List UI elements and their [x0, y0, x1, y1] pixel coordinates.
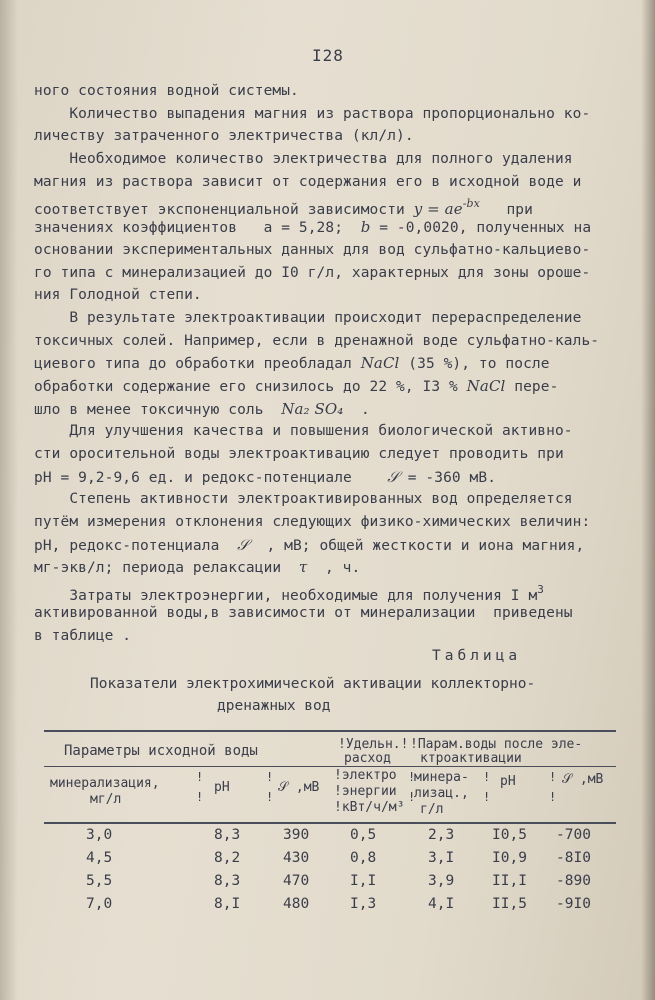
text-fragment: циевого типа до обработки преобладал [34, 356, 361, 373]
table-cell: 8,I [214, 896, 241, 912]
text-fragment: . [343, 401, 370, 418]
text-line: токсичных солей. Например, если в дренажной воде сульфатно-каль- [34, 332, 600, 349]
text-line: в таблице . [34, 627, 132, 644]
table-cell: 470 [283, 873, 310, 889]
chemical-formula: NaCl [360, 354, 400, 373]
table-cell: -9I0 [556, 896, 591, 912]
column-separator: ! [483, 790, 491, 804]
table-rule-header-bottom [44, 822, 616, 824]
table-cell: 3,9 [428, 873, 455, 889]
table-cell: 2,3 [428, 827, 455, 843]
table-cell: II,5 [492, 896, 527, 912]
text-line: Необходимое количество электричества для полного удаления [34, 151, 573, 168]
superscript: 3 [537, 583, 545, 597]
table-cell: 430 [283, 850, 310, 866]
text-fragment: = -0,0020, полученных на [370, 220, 592, 237]
table-label: Таблица [432, 648, 522, 664]
table-rule-top [44, 730, 616, 732]
table-cell: II,I [492, 873, 527, 889]
table-cell: 390 [283, 827, 310, 843]
table-cell: 4,I [428, 896, 455, 912]
text-fragment: значениях коэффициентов a = 5,28; [34, 220, 361, 237]
table-cell: I0,5 [492, 827, 527, 843]
column-separator: ! [408, 790, 416, 804]
column-separator: ! [266, 770, 274, 784]
col-mineralization-unit: мг/л [90, 792, 122, 807]
text-line: основании экспериментальных данных для вод сульфатно-кальциево- [34, 241, 591, 258]
text-fragment: при [479, 202, 533, 219]
text-fragment: обработки содержание его снизилось до 22 %, I3 % [34, 378, 467, 395]
table-cell: -8I0 [556, 850, 591, 866]
header-group-consumption-2: расход [344, 751, 391, 766]
header-group-after-2: ктроактивации [420, 751, 522, 766]
formula-exponent: -bx [462, 197, 480, 211]
text-fragment: (35 %), то после [399, 356, 550, 373]
text-fragment: pH, редокс-потенциала [34, 537, 238, 554]
table-cell: 8,3 [214, 873, 241, 889]
table-caption: Показатели электрохимической активации коллекторно- [90, 676, 536, 692]
table-cell: I0,9 [492, 850, 527, 866]
column-separator: ! [266, 790, 274, 804]
table-cell: 3,0 [86, 827, 113, 843]
chemical-formula: NaCl [466, 376, 506, 395]
col-ph-after: pH [500, 774, 516, 789]
text-fragment: , мВ; общей жесткости и иона магния, [248, 537, 585, 554]
text-line: магния из раствора зависит от содержания его в исходной воде и [34, 173, 582, 190]
coefficient-b: b [360, 218, 371, 237]
column-separator: ! [196, 770, 204, 784]
text-fragment: , ч. [307, 560, 361, 577]
col-energy: !электро [334, 768, 397, 783]
formula-base: y = ae [413, 200, 463, 219]
text-line: ния Голодной степи. [34, 287, 202, 304]
text-line: Для улучшения качества и повышения биологической активно- [34, 423, 573, 440]
text-line: личеству затраченного электричества (кл/л). [34, 128, 414, 145]
tau-symbol: τ [298, 558, 308, 577]
text-fragment: мг-экв/л; периода релаксации [34, 560, 299, 577]
col-ph: pH [214, 780, 230, 795]
table-caption: дренажных вод [217, 698, 331, 714]
text-line: го типа с минерализацией до I0 г/л, характерных для зоны ороше- [34, 264, 591, 281]
text-line: активированной воды,в зависимости от минерализации приведены [34, 604, 573, 621]
text-line: В результате электроактивации происходит перераспределение [34, 309, 582, 326]
table-rule-mid [44, 766, 616, 767]
col-mineralization: минерализация, [50, 776, 160, 791]
col-mineralization-after-unit: г/л [420, 802, 444, 817]
column-separator: ! [549, 770, 557, 784]
col-mineralization-after-2: лизац., [414, 786, 469, 801]
text-line: сти оросительной воды электроактивацию следует проводить при [34, 446, 564, 462]
text-line: Степень активности электроактивированных вод определяется [34, 491, 573, 508]
table-cell: 8,2 [214, 850, 241, 866]
column-separator: ! [408, 770, 416, 784]
table-cell: 5,5 [86, 873, 113, 889]
redox-symbol: 𝒮 [237, 535, 249, 554]
table-cell: 3,I [428, 850, 455, 866]
text-fragment: pH = 9,2-9,6 ед. и редокс-потенциале [34, 469, 388, 486]
table-cell: -700 [556, 827, 591, 843]
text-line: Количество выпадения магния из раствора пропорционально ко- [34, 105, 591, 122]
page-number: I28 [312, 46, 344, 65]
text-fragment: пере- [505, 378, 559, 395]
text-fragment: шло в менее токсичную соль [34, 401, 282, 418]
table-cell: I,3 [350, 896, 377, 912]
table-cell: 480 [283, 896, 310, 912]
table-cell: 8,3 [214, 827, 241, 843]
redox-symbol: 𝒮 [387, 467, 399, 486]
col-redox-after: 𝒮 ,мВ [562, 772, 604, 787]
col-energy-2: !энергии [334, 784, 397, 799]
table-cell: 0,8 [350, 850, 377, 866]
table-cell: I,I [350, 873, 377, 889]
text-fragment: соответствует экспоненциальной зависимости [34, 202, 414, 219]
text-line: ного состояния водной системы. [34, 83, 299, 99]
table-cell: 4,5 [86, 850, 113, 866]
col-redox: 𝒮 ,мВ [278, 780, 320, 795]
column-separator: ! [196, 790, 204, 804]
text-fragment: = -360 мВ. [398, 469, 497, 486]
text-fragment: Затраты электроэнергии, необходимые для получения I м [34, 588, 538, 605]
header-group-after: !Парам.воды после эле- [410, 737, 583, 752]
text-line: путём измерения отклонения следующих физико-химических величин: [34, 514, 591, 531]
col-energy-unit: !кВт/ч/м³ [334, 800, 405, 815]
column-separator: ! [549, 790, 557, 804]
column-separator: ! [483, 770, 491, 784]
table-cell: -890 [556, 873, 591, 889]
header-group-consumption: !Удельн.! [338, 737, 409, 752]
header-group-source: Параметры исходной воды [64, 743, 258, 759]
table-cell: 0,5 [350, 827, 377, 843]
chemical-formula: Na₂ SO₄ [281, 399, 344, 418]
col-mineralization-after: минера- [414, 770, 469, 785]
table-cell: 7,0 [86, 896, 113, 912]
